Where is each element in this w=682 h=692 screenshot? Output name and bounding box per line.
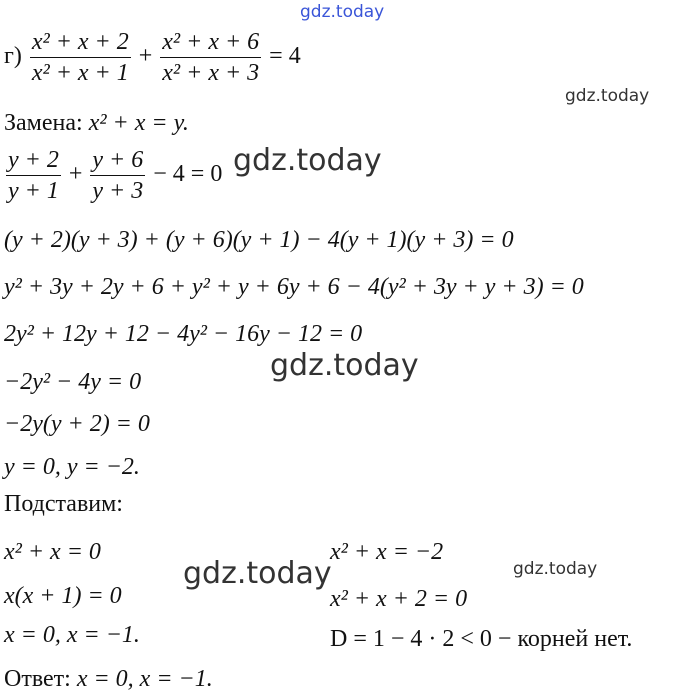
problem-fraction-2 — [160, 30, 261, 85]
step-5: −2y(y + 2) = 0 — [4, 411, 150, 437]
problem-frac1-numerator: x² + x + 2 — [30, 30, 131, 58]
y-fraction-1 — [6, 148, 61, 203]
right-line-3: D = 1 − 4 · 2 < 0 − корней нет. — [330, 626, 633, 652]
substitute-label: Подставим: — [4, 491, 123, 517]
problem-frac2-numerator: x² + x + 6 — [160, 30, 261, 58]
watermark-big-2: gdz.today — [270, 348, 419, 383]
watermark-big-3: gdz.today — [183, 556, 332, 591]
left-line-3: x = 0, x = −1. — [4, 622, 140, 648]
right-line-1: x² + x = −2 — [330, 539, 444, 565]
watermark-right-2: gdz.today — [513, 559, 598, 579]
problem-frac2-denominator: x² + x + 3 — [162, 60, 260, 86]
substitution-expr: x² + x = y. — [88, 110, 189, 136]
y-frac1-denominator: y + 1 — [8, 178, 59, 204]
step-6: y = 0, y = −2. — [4, 454, 140, 480]
problem-frac1-denominator: x² + x + 1 — [31, 60, 129, 86]
y-fraction-2 — [90, 148, 145, 203]
answer-label: Ответ: — [4, 666, 71, 692]
y-equation — [4, 148, 222, 203]
step-3: 2y² + 12y + 12 − 4y² − 16y − 12 = 0 — [4, 321, 363, 347]
problem-equation — [4, 30, 301, 85]
step-2: y² + 3y + 2y + 6 + y² + y + 6y + 6 − 4(y² + 3y + y + 3) = 0 — [4, 274, 584, 300]
watermark-big-1: gdz.today — [233, 143, 382, 178]
substitution-line — [4, 111, 189, 135]
answer-line — [4, 667, 213, 691]
problem-rhs: = 4 — [269, 43, 301, 70]
problem-plus: + — [138, 43, 153, 70]
problem-fraction-1 — [30, 30, 131, 85]
answer-value: x = 0, x = −1. — [76, 666, 213, 692]
right-line-2: x² + x + 2 = 0 — [330, 586, 468, 612]
y-rest: − 4 = 0 — [153, 161, 223, 188]
watermark-right-1: gdz.today — [565, 86, 650, 106]
y-plus: + — [68, 161, 83, 188]
step-4: −2y² − 4y = 0 — [4, 369, 142, 395]
y-frac2-denominator: y + 3 — [92, 178, 144, 204]
step-1: (y + 2)(y + 3) + (y + 6)(y + 1) − 4(y + 1)(y + 3) = 0 — [4, 227, 514, 253]
substitution-label: Замена: — [4, 110, 83, 136]
problem-label: г) — [4, 43, 22, 70]
watermark-top: gdz.today — [300, 2, 385, 22]
y-frac1-numerator: y + 2 — [6, 148, 61, 176]
y-frac2-numerator: y + 6 — [90, 148, 145, 176]
left-line-1: x² + x = 0 — [4, 539, 101, 565]
left-line-2: x(x + 1) = 0 — [4, 583, 122, 609]
